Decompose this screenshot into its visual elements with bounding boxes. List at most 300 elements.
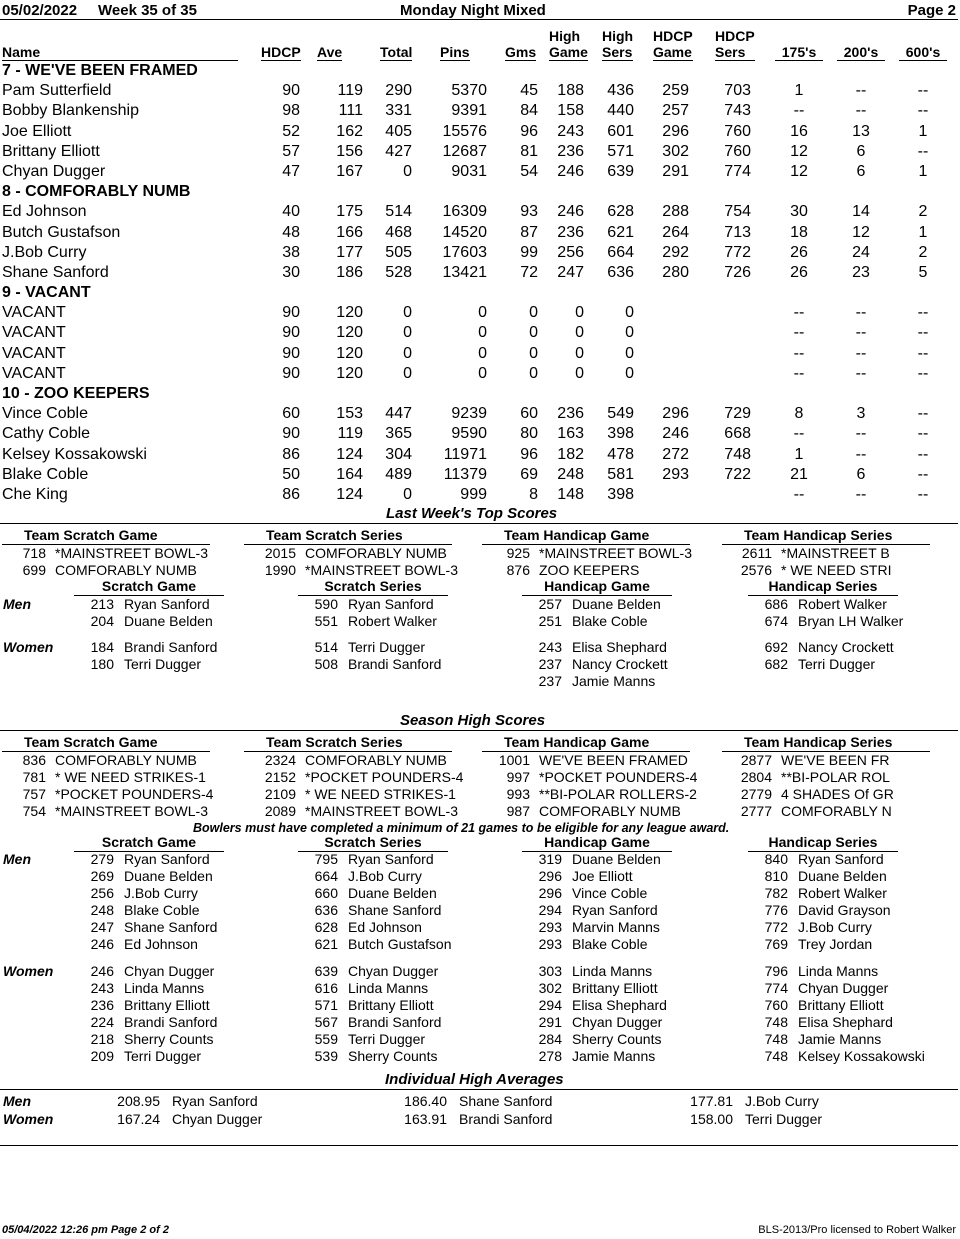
cell-c200: --	[855, 344, 867, 362]
bowler-name: Vince Coble	[2, 405, 88, 423]
score-value: 278	[538, 1048, 562, 1064]
cell-total: 489	[385, 465, 412, 483]
score-value: 810	[764, 868, 788, 884]
score-value: 718	[22, 545, 46, 561]
list-item	[522, 1031, 667, 1048]
bowler-row	[0, 364, 960, 384]
cell-total: 0	[403, 162, 412, 180]
cell-hg: 243	[557, 122, 584, 140]
bowler-name: Vince Coble	[572, 885, 648, 901]
list-item	[748, 1048, 925, 1065]
cell-hds: 713	[724, 223, 751, 241]
cell-gms: 93	[520, 203, 538, 221]
cell-hg: 236	[557, 223, 584, 241]
col-high-sers: High Sers	[602, 28, 634, 60]
bowler-name: Bryan LH Walker	[798, 613, 904, 629]
team-name: WE'VE BEEN FR	[781, 752, 890, 768]
score-value: 256	[90, 885, 114, 901]
score-value: 2576	[740, 562, 772, 578]
score-value: 2109	[264, 786, 296, 802]
score-value: 796	[764, 963, 788, 979]
bowler-row	[0, 485, 960, 505]
bowler-name: Linda Manns	[572, 963, 653, 979]
col-ave: Ave	[317, 44, 343, 60]
score-value: 303	[538, 963, 562, 979]
list-item	[522, 656, 668, 673]
team-name: * WE NEED STRIKES-1	[305, 786, 456, 802]
team-box-row	[722, 769, 930, 786]
score-value: 795	[314, 851, 338, 867]
bowler-name: VACANT	[2, 304, 66, 322]
team-box-row	[2, 769, 213, 786]
team-box	[482, 527, 692, 579]
bowler-name: Kelsey Kossakowski	[798, 1048, 925, 1064]
cell-hs: 440	[607, 102, 634, 120]
score-value: 686	[764, 596, 788, 612]
cell-hds: 754	[724, 203, 751, 221]
bowler-name: Pam Sutterfield	[2, 82, 112, 100]
cell-ave: 175	[336, 203, 363, 221]
women-list	[74, 963, 217, 1065]
col-200s: 200's	[837, 44, 885, 61]
team-name: COMFORABLY NUMB	[305, 545, 447, 561]
cell-hdg: 259	[662, 82, 689, 100]
cell-c600: --	[917, 405, 929, 423]
bowler-name: Chyan Dugger	[798, 980, 889, 996]
individual-title: Scratch Series	[298, 578, 448, 596]
list-item	[748, 919, 891, 936]
cell-pins: 16309	[442, 203, 487, 221]
team-box-title: Team Handicap Game	[482, 527, 690, 545]
score-value: 616	[314, 980, 338, 996]
cell-total: 0	[403, 485, 412, 503]
team-box	[244, 734, 463, 820]
bowler-name: Chyan Dugger	[2, 162, 106, 180]
cell-hdcp: 86	[282, 485, 300, 503]
score-value: 204	[90, 613, 114, 629]
score-value: 559	[314, 1031, 338, 1047]
cell-pins: 11379	[443, 465, 487, 483]
team-name: COMFORABLY N	[781, 803, 892, 819]
list-item	[748, 902, 891, 919]
col-175s: 175's	[775, 44, 823, 61]
bowler-name: Ryan Sanford	[172, 1093, 258, 1109]
cell-hdcp: 38	[282, 243, 300, 261]
cell-c200: 6	[856, 162, 866, 180]
cell-ave: 124	[336, 445, 363, 463]
cell-gms: 84	[520, 102, 538, 120]
cell-pins: 0	[478, 364, 487, 382]
cell-gms: 0	[529, 324, 538, 342]
cell-hdg: 246	[662, 425, 689, 443]
team-name: 7 - WE'VE BEEN FRAMED	[2, 62, 198, 79]
bowler-row	[0, 243, 960, 263]
score-value: 551	[314, 613, 338, 629]
men-list	[522, 851, 661, 953]
bowler-name: Blake Coble	[572, 613, 648, 629]
team-box-title: Team Scratch Game	[2, 527, 210, 545]
season-title: Season High Scores	[400, 712, 546, 729]
average-value: 163.91	[404, 1111, 447, 1127]
cell-hdg: 291	[662, 162, 689, 180]
cell-hds: 760	[724, 122, 751, 140]
cell-c200: 6	[856, 142, 866, 160]
cell-gms: 80	[520, 425, 538, 443]
list-item	[522, 936, 661, 953]
cell-c175: --	[793, 102, 805, 120]
bowler-name: Ryan Sanford	[348, 851, 434, 867]
footer-license: BLS-2013/Pro licensed to Robert Walker	[758, 1224, 956, 1236]
bowler-name: Brittany Elliott	[798, 997, 884, 1013]
team-name: COMFORABLY NUMB	[539, 803, 681, 819]
bowler-name: Linda Manns	[348, 980, 429, 996]
cell-total: 447	[385, 405, 412, 423]
team-box-row	[244, 562, 458, 579]
cell-ave: 153	[336, 405, 363, 423]
cell-c200: --	[855, 364, 867, 382]
list-item	[522, 980, 667, 997]
list-item	[298, 596, 437, 613]
bowler-name: Chyan Dugger	[124, 963, 215, 979]
list-item	[74, 613, 213, 630]
cell-total: 528	[385, 263, 412, 281]
list-item	[522, 885, 661, 902]
cell-hdg: 264	[662, 223, 689, 241]
list-item	[74, 997, 217, 1014]
cell-hs: 0	[625, 364, 634, 382]
individual-title: Scratch Series	[298, 834, 448, 852]
cell-hs: 628	[607, 203, 634, 221]
cell-hdcp: 90	[282, 82, 300, 100]
bowler-name: Nancy Crockett	[798, 639, 894, 655]
bowler-name: Linda Manns	[798, 963, 879, 979]
averages-rule	[0, 1089, 958, 1090]
score-value: 2611	[741, 545, 772, 561]
bowler-name: Joe Elliott	[2, 122, 72, 140]
cell-c600: 1	[918, 223, 928, 241]
bowler-name: Jamie Manns	[572, 673, 656, 689]
bowler-row	[0, 465, 960, 485]
col-gms: Gms	[505, 44, 537, 60]
bowler-name: Blake Coble	[124, 902, 200, 918]
individual-title: Handicap Series	[748, 834, 898, 852]
bowler-name: Robert Walker	[798, 885, 887, 901]
score-value: 291	[538, 1014, 562, 1030]
list-item	[74, 656, 217, 673]
cell-ave: 120	[336, 344, 363, 362]
women-list	[748, 639, 894, 673]
score-value: 248	[90, 902, 114, 918]
col-hdcp-game: HDCP Game	[653, 28, 693, 60]
bowler-row	[0, 202, 960, 222]
list-item	[748, 613, 903, 630]
list-item	[298, 919, 452, 936]
cell-ave: 167	[336, 162, 363, 180]
bowler-row	[0, 323, 960, 343]
cell-total: 514	[385, 203, 412, 221]
report-date: 05/02/2022	[2, 2, 78, 19]
score-value: 284	[538, 1031, 562, 1047]
col-name: Name	[2, 44, 238, 61]
cell-hg: 158	[557, 102, 584, 120]
cell-c175: --	[793, 485, 805, 503]
cell-hg: 163	[557, 425, 584, 443]
cell-c600: --	[917, 465, 929, 483]
men-list	[298, 851, 452, 953]
cell-hdcp: 98	[282, 102, 300, 120]
cell-c175: 12	[790, 162, 808, 180]
bowler-name: Terri Dugger	[798, 656, 876, 672]
score-value: 2779	[740, 786, 772, 802]
cell-hs: 621	[607, 223, 634, 241]
team-name: COMFORABLY NUMB	[55, 562, 197, 578]
cell-hdcp: 86	[282, 445, 300, 463]
cell-c200: --	[855, 425, 867, 443]
list-item	[298, 902, 452, 919]
bowler-name: Brittany Elliott	[348, 997, 434, 1013]
team-box-row	[722, 752, 930, 769]
team-box-row	[244, 769, 463, 786]
bowler-name: Kelsey Kossakowski	[2, 445, 147, 463]
bowler-row	[0, 223, 960, 243]
list-item	[522, 613, 661, 630]
cell-gms: 96	[520, 122, 538, 140]
cell-c600: --	[917, 102, 929, 120]
bowler-name: Shane Sanford	[124, 919, 218, 935]
cell-gms: 54	[520, 162, 538, 180]
bowler-name: Butch Gustafson	[348, 936, 452, 952]
team-box-title: Team Handicap Series	[722, 527, 930, 545]
cell-ave: 166	[336, 223, 363, 241]
cell-pins: 0	[478, 324, 487, 342]
team-box-row	[2, 562, 210, 579]
list-item	[522, 868, 661, 885]
team-name: COMFORABLY NUMB	[55, 752, 197, 768]
bowler-name: Brittany Elliott	[2, 142, 100, 160]
team-box-row	[2, 786, 213, 803]
score-value: 1990	[264, 562, 296, 578]
bowler-name: Trey Jordan	[798, 936, 873, 952]
list-item	[748, 1014, 925, 1031]
list-item	[298, 1048, 441, 1065]
cell-hg: 0	[575, 304, 584, 322]
list-item	[298, 936, 452, 953]
score-value: 257	[538, 596, 562, 612]
cell-c175: 1	[794, 82, 804, 100]
team-name: *MAINSTREET BOWL-3	[305, 562, 458, 578]
team-name: **BI-POLAR ROL	[781, 769, 890, 785]
cell-ave: 120	[336, 364, 363, 382]
team-name: *POCKET POUNDERS-4	[539, 769, 698, 785]
bowler-row	[0, 404, 960, 424]
list-item	[74, 902, 217, 919]
list-item	[522, 902, 661, 919]
average-item	[113, 1111, 262, 1128]
last-week-rule	[0, 523, 958, 524]
team-name: ZOO KEEPERS	[539, 562, 640, 578]
score-value: 319	[538, 851, 562, 867]
bowler-name: J.Bob Curry	[798, 919, 872, 935]
bowler-name: Chyan Dugger	[172, 1111, 263, 1127]
cell-c175: 26	[790, 263, 808, 281]
score-value: 781	[22, 769, 46, 785]
team-name: *POCKET POUNDERS-4	[305, 769, 464, 785]
cell-c200: 24	[852, 243, 870, 261]
bowler-name: Duane Belden	[124, 868, 213, 884]
women-list	[522, 963, 667, 1065]
team-box-row	[722, 803, 930, 820]
cell-hdcp: 90	[282, 425, 300, 443]
bowler-name: Ed Johnson	[2, 203, 87, 221]
score-value: 213	[90, 596, 114, 612]
page-number: Page 2	[907, 2, 956, 19]
cell-hdcp: 57	[282, 142, 300, 160]
list-item	[74, 596, 213, 613]
score-value: 243	[538, 639, 562, 655]
list-item	[298, 851, 452, 868]
list-item	[74, 936, 217, 953]
cell-ave: 120	[336, 324, 363, 342]
cell-ave: 119	[337, 82, 363, 100]
cell-pins: 9590	[451, 425, 487, 443]
team-name: *MAINSTREET BOWL-3	[539, 545, 692, 561]
cell-pins: 12687	[442, 142, 487, 160]
score-value: 590	[314, 596, 338, 612]
list-item	[748, 885, 891, 902]
cell-gms: 0	[529, 344, 538, 362]
team-header	[0, 384, 960, 404]
list-item	[74, 1031, 217, 1048]
team-box-row	[482, 562, 692, 579]
score-value: 269	[90, 868, 114, 884]
cell-c600: --	[917, 344, 929, 362]
cell-hdcp: 40	[282, 203, 300, 221]
cell-hdg: 302	[662, 142, 689, 160]
score-value: 876	[506, 562, 530, 578]
bowler-name: J.Bob Curry	[124, 885, 198, 901]
men-label: Men	[3, 851, 31, 867]
bowler-name: Shane Sanford	[348, 902, 442, 918]
team-box-row	[244, 786, 463, 803]
cell-hdg: 292	[662, 243, 689, 261]
team-box	[244, 527, 458, 579]
list-item	[522, 919, 661, 936]
team-name: 10 - ZOO KEEPERS	[2, 385, 150, 402]
score-value: 840	[764, 851, 788, 867]
bowler-name: Brittany Elliott	[572, 980, 658, 996]
men-list	[748, 851, 891, 953]
cell-ave: 186	[336, 263, 363, 281]
bowler-name: Jamie Manns	[572, 1048, 656, 1064]
cell-gms: 99	[520, 243, 538, 261]
individual-title: Handicap Game	[522, 834, 672, 852]
bowler-name: Sherry Counts	[124, 1031, 214, 1047]
score-value: 567	[314, 1014, 338, 1030]
average-item	[400, 1111, 552, 1128]
team-box-row	[482, 786, 697, 803]
bowler-name: Ed Johnson	[124, 936, 198, 952]
team-box-title: Team Scratch Series	[244, 734, 452, 752]
list-item	[74, 980, 217, 997]
women-list	[748, 963, 925, 1065]
cell-ave: 120	[336, 304, 363, 322]
score-value: 2877	[740, 752, 772, 768]
bowler-row	[0, 344, 960, 364]
bowler-name: Joe Elliott	[572, 868, 633, 884]
average-item	[686, 1111, 822, 1128]
cell-c200: 3	[856, 405, 866, 423]
cell-hdcp: 48	[282, 223, 300, 241]
team-box-row	[482, 752, 697, 769]
eligibility-note: Bowlers must have completed a minimum of 21 games to be eligible for any league award.	[193, 821, 730, 835]
cell-c600: 2	[918, 203, 928, 221]
bowler-row	[0, 424, 960, 444]
bowler-name: Butch Gustafson	[2, 223, 121, 241]
cell-hg: 236	[557, 405, 584, 423]
cell-hdcp: 50	[282, 465, 300, 483]
cell-hdg: 296	[662, 405, 689, 423]
bowler-name: Ryan Sanford	[124, 851, 210, 867]
team-box	[2, 527, 210, 579]
cell-total: 468	[385, 223, 412, 241]
cell-hs: 436	[607, 82, 634, 100]
bowler-name: Che King	[2, 485, 68, 503]
bowler-name: Brandi Sanford	[124, 639, 218, 655]
cell-c600: --	[917, 142, 929, 160]
list-item	[748, 868, 891, 885]
men-list	[298, 596, 437, 630]
list-item	[298, 997, 441, 1014]
bowler-name: Ryan Sanford	[798, 851, 884, 867]
last-week-title: Last Week's Top Scores	[386, 505, 558, 522]
women-label: Women	[3, 963, 54, 979]
cell-gms: 81	[520, 142, 538, 160]
averages-title: Individual High Averages	[385, 1071, 564, 1088]
cell-c175: --	[793, 344, 805, 362]
cell-c600: 1	[918, 162, 928, 180]
cell-hs: 601	[607, 122, 634, 140]
bowler-name: Shane Sanford	[459, 1093, 553, 1109]
bowler-name: Ryan Sanford	[124, 596, 210, 612]
women-list	[298, 963, 441, 1065]
cell-hds: 729	[724, 405, 751, 423]
cell-c600: --	[917, 82, 929, 100]
score-value: 293	[538, 919, 562, 935]
team-box-row	[2, 752, 213, 769]
score-value: 757	[22, 786, 46, 802]
score-value: 760	[764, 997, 788, 1013]
bowler-name: Blake Coble	[2, 465, 89, 483]
cell-hdg: 296	[662, 122, 689, 140]
cell-hg: 246	[557, 162, 584, 180]
cell-c175: 21	[790, 465, 808, 483]
cell-c200: --	[855, 102, 867, 120]
score-value: 294	[538, 902, 562, 918]
men-list	[74, 851, 217, 953]
report-week: Week 35 of 35	[98, 2, 197, 19]
men-label: Men	[3, 1093, 31, 1109]
list-item	[298, 656, 441, 673]
cell-c600: 1	[918, 122, 928, 140]
cell-hdcp: 90	[282, 304, 300, 322]
cell-c600: --	[917, 324, 929, 342]
cell-c200: 14	[852, 203, 870, 221]
cell-hg: 188	[557, 82, 584, 100]
women-list	[522, 639, 668, 690]
list-item	[298, 980, 441, 997]
score-value: 294	[538, 997, 562, 1013]
score-value: 2804	[740, 769, 772, 785]
